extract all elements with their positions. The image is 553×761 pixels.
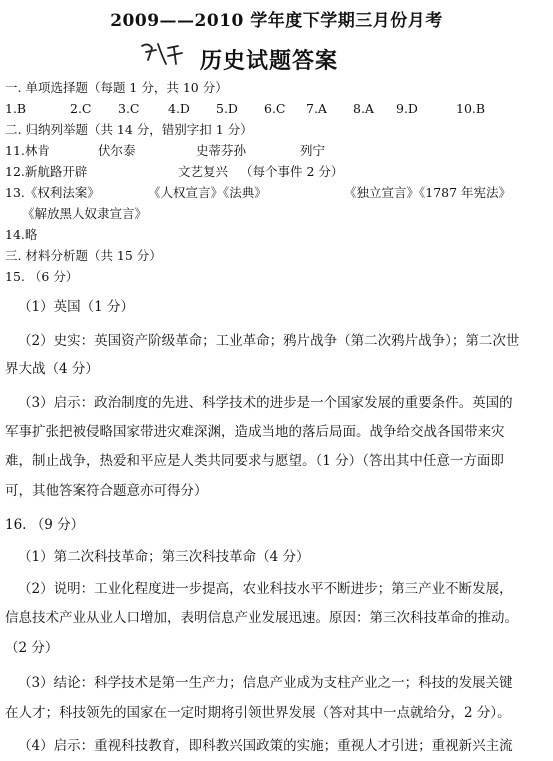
answer-6: 6.C: [264, 101, 286, 116]
q12-answer-1: 12.新航路开辟: [5, 164, 88, 179]
q11-answer-3: 史蒂芬孙: [196, 143, 247, 158]
q15-part3-line1: （3）启示：政治制度的先进、科学技术的进步是一个国家发展的重要条件。英国的: [18, 395, 513, 411]
q13-answer-c: 《独立宣言》《1787 年宪法》: [344, 185, 512, 200]
q15-part3-line4: 可，其他答案符合题意亦可得分）: [5, 483, 208, 499]
q16-part1: （1）第二次科技革命；第三次科技革命（4 分）: [18, 549, 310, 565]
q16-part4-line1: （4）启示：重视科技教育，即科教兴国政策的实施；重视人才引进；重视新兴主流: [18, 738, 513, 754]
section2-heading: 二. 归纳列举题（共 14 分，错别字扣 1 分）: [5, 122, 253, 137]
handwritten-mark: [138, 38, 188, 68]
q16-part2-line2: 信息技术产业从业人口增加，表明信息产业发展迅速。原因：第三次科技革命的推动。: [5, 610, 518, 626]
q16-part3-line2: 在人才；科技领先的国家在一定时期将引领世界发展（答对其中一点就给分，2 分）。: [5, 705, 511, 721]
q16-part2-line3: （2 分）: [5, 640, 59, 656]
q15-part2-line1: （2）史实：英国资产阶级革命；工业革命；鸦片战争（第二次鸦片战争）；第二次世: [18, 333, 520, 349]
answer-9: 9.D: [396, 101, 418, 116]
answer-7: 7.A: [306, 101, 327, 116]
q14-answer: 14.略: [5, 227, 38, 242]
answer-1: 1.B: [5, 101, 27, 116]
answer-5: 5.D: [216, 101, 238, 116]
q11-answer-2: 伏尔泰: [98, 143, 136, 158]
answer-4: 4.D: [168, 101, 190, 116]
answer-3: 3.C: [118, 101, 140, 116]
q15-part3-line2: 军事扩张把被侵略国家带进灾难深渊，造成当地的落后局面。战争给交战各国带来灾: [5, 424, 505, 440]
q15-part1: （1）英国（1 分）: [18, 299, 134, 315]
q11-answer-1: 11.林肯: [5, 143, 50, 158]
answer-2: 2.C: [70, 101, 92, 116]
q12-answer-2: 文艺复兴: [178, 164, 229, 179]
q12-note: （每个事件 2 分）: [240, 164, 344, 179]
q15-label: 15. （6 分）: [5, 269, 79, 284]
q15-part2-line2: 界大战（4 分）: [5, 361, 99, 377]
answer-8: 8.A: [353, 101, 374, 116]
section3-heading: 三. 材料分析题（共 15 分）: [5, 248, 162, 263]
document-title: 2009——2010 学年度下学期三月份月考: [110, 11, 443, 31]
q13-answer-a: 13.《权利法案》: [5, 185, 100, 200]
q15-part3-line3: 难，制止战争，热爱和平应是人类共同要求与愿望。（1 分）（答出其中任意一方面即: [5, 453, 504, 469]
q16-label: 16. （9 分）: [5, 517, 85, 533]
q13-answer-b: 《人权宣言》《法典》: [148, 185, 267, 200]
q16-part3-line1: （3）结论：科学技术是第一生产力；信息产业成为支柱产业之一；科技的发展关键: [18, 675, 513, 691]
q13-answer-d: 《解放黑人奴隶宣言》: [22, 206, 148, 221]
document-subtitle: 历史试题答案: [200, 48, 339, 74]
answer-10: 10.B: [456, 101, 486, 116]
q16-part2-line1: （2）说明：工业化程度进一步提高，农业科技水平不断进步；第三产业不断发展，: [18, 581, 513, 597]
q11-answer-4: 列宁: [300, 143, 326, 158]
section1-heading: 一. 单项选择题（每题 1 分，共 10 分）: [5, 80, 228, 95]
